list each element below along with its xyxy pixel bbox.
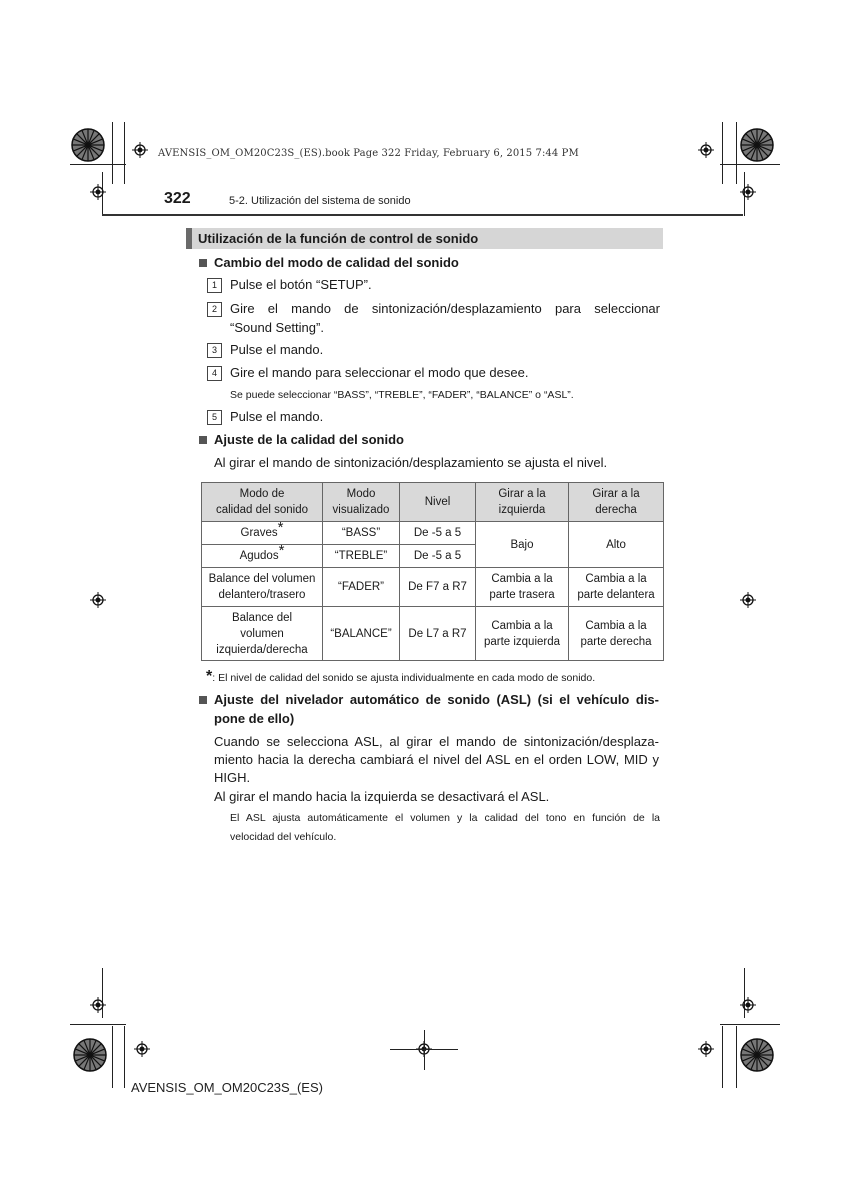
table-header: Girar a la derecha [569,483,664,522]
section-heading [186,228,663,249]
table-row [202,607,664,661]
table-cell: Agudos* [202,545,323,568]
asl-paragraph-line3: HIGH. [214,770,251,785]
step-number-2: 2 [207,302,222,317]
step-4-note: Se puede seleccionar “BASS”, “TREBLE”, “FADER”, “BALANCE” o “ASL”. [230,389,574,401]
table-cell: Cambia a la parte izquierda [476,607,569,661]
table-cell: “BALANCE” [323,607,400,661]
calibration-wheel-icon [71,128,105,162]
footer-doc-id: AVENSIS_OM_OM20C23S_(ES) [131,1080,323,1095]
table-cell: Cambia a la parte delantera [569,568,664,607]
table-cell: “TREBLE” [323,545,400,568]
square-bullet-icon [199,259,207,267]
step-2-text-line2: “Sound Setting”. [230,320,324,335]
step-number-1: 1 [207,278,222,293]
table-cell: De L7 a R7 [400,607,476,661]
step-number-4: 4 [207,366,222,381]
book-info: AVENSIS_OM_OM20C23S_(ES).book Page 322 Friday, February 6, 2015 7:44 PM [158,148,579,159]
registration-mark-icon [698,142,714,158]
registration-mark-icon [740,997,756,1013]
calibration-wheel-icon [73,1038,107,1072]
step-4-text: Gire el mando para seleccionar el modo que desee. [230,365,529,380]
page-number: 322 [164,190,191,207]
step-number-5: 5 [207,410,222,425]
step-1-text: Pulse el botón “SETUP”. [230,277,372,292]
table-cell: De -5 a 5 [400,522,476,545]
mode-section-title: Cambio del modo de calidad del sonido [214,255,459,270]
table-cell: De -5 a 5 [400,545,476,568]
square-bullet-icon [199,436,207,444]
table-cell: “BASS” [323,522,400,545]
table-cell: Cambia a la parte derecha [569,607,664,661]
square-bullet-icon [199,696,207,704]
table-row [202,568,664,607]
table-footnote: *: El nivel de calidad del sonido se ajusta individualmente en cada modo de sonido. [206,668,596,685]
table-header: Modo de calidad del sonido [202,483,323,522]
table-row [202,522,664,545]
step-2-text-line1: Gire el mando de sintonización/desplazamiento para seleccionar [230,301,660,316]
table-cell: Bajo [476,522,569,568]
asl-section-title-line2: pone de ello) [214,711,295,726]
step-number-3: 3 [207,343,222,358]
table-header: Nivel [400,483,476,522]
registration-mark-icon [740,184,756,200]
table-header: Modo visualizado [323,483,400,522]
section-title: 5-2. Utilización del sistema de sonido [229,195,411,207]
table-cell: Alto [569,522,664,568]
quality-section-title: Ajuste de la calidad del sonido [214,432,404,447]
table-cell: Graves* [202,522,323,545]
table-cell: Cambia a la parte trasera [476,568,569,607]
asl-paragraph-line1: Cuando se selecciona ASL, al girar el mando de sintonización/desplaza- [214,734,659,749]
header-rule [102,214,743,216]
step-5-text: Pulse el mando. [230,409,324,424]
crop-line [424,1030,425,1070]
asl-note-line1: El ASL ajusta automáticamente el volumen y la calidad del tono en función de la [230,812,660,824]
section-heading-text: Utilización de la función de control de sonido [198,231,479,246]
table-cell: De F7 a R7 [400,568,476,607]
sound-quality-table [201,482,664,661]
table-header: Girar a la izquierda [476,483,569,522]
registration-mark-icon [740,592,756,608]
step-3-text: Pulse el mando. [230,342,324,357]
table-header-row [202,483,664,522]
asl-section-title-line1: Ajuste del nivelador automático de sonido (ASL) (si el vehículo dis- [214,692,659,707]
calibration-wheel-icon [740,1038,774,1072]
registration-mark-icon [132,142,148,158]
registration-mark-icon [134,1041,150,1057]
registration-mark-icon [90,592,106,608]
table-cell: Balance del volumen izquierda/derecha [202,607,323,661]
asl-paragraph-2: Al girar el mando hacia la izquierda se desactivará el ASL. [214,789,550,804]
registration-mark-icon [90,997,106,1013]
registration-mark-icon [698,1041,714,1057]
asl-paragraph-line2: miento hacia la derecha cambiará el nivel del ASL en el orden LOW, MID y [214,752,659,767]
table-cell: “FADER” [323,568,400,607]
table-cell: Balance del volumen delantero/trasero [202,568,323,607]
registration-mark-icon [90,184,106,200]
quality-intro: Al girar el mando de sintonización/desplazamiento se ajusta el nivel. [214,455,608,470]
calibration-wheel-icon [740,128,774,162]
asl-note-line2: velocidad del vehículo. [230,831,337,843]
